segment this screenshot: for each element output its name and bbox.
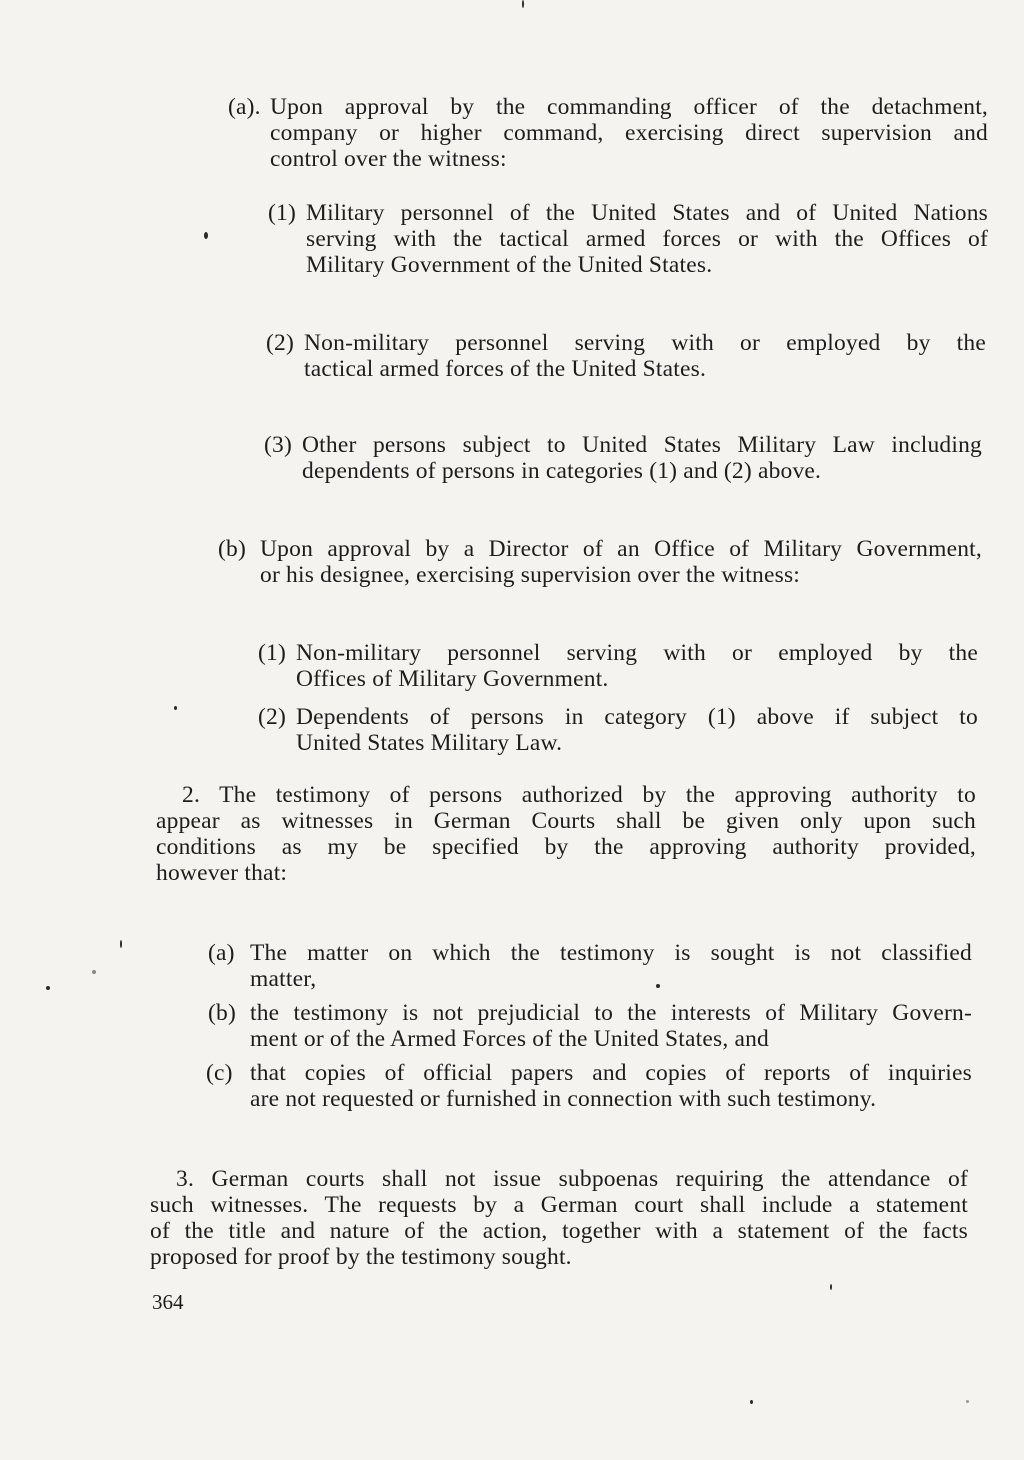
scan-speck — [750, 1400, 753, 1404]
scan-speck — [830, 1284, 832, 1290]
paragraph-line: 2. The testimony of persons authorized by the approving authority to — [182, 782, 976, 808]
item-line: Military Government of the United States. — [306, 252, 713, 278]
condition-a — [208, 940, 972, 992]
scan-speck — [46, 986, 50, 990]
scan-speck — [120, 940, 122, 948]
item-label: (c) — [206, 1060, 233, 1086]
item-line: ment or of the Armed Forces of the United States, and — [250, 1026, 769, 1052]
page-number: 364 — [152, 1290, 184, 1314]
item-label: (2) — [258, 704, 287, 730]
item-line: that copies of official papers and copies of reports of inquiries — [250, 1060, 972, 1086]
scan-speck — [522, 0, 524, 8]
clause-a-item-1 — [268, 200, 988, 278]
paragraph-line: proposed for proof by the testimony sought. — [150, 1244, 572, 1270]
item-line: are not requested or furnished in connection with such testimony. — [250, 1086, 877, 1112]
item-label: (1) — [268, 200, 297, 226]
clause-b-item-2 — [258, 704, 978, 756]
condition-c — [206, 1060, 972, 1112]
paragraph-line: appear as witnesses in German Courts shall be given only upon such — [156, 808, 976, 834]
clause-a-item-2 — [266, 330, 986, 382]
clause-b-item-1 — [258, 640, 978, 692]
clause-a-item-3 — [264, 432, 982, 484]
clause-b-line: or his designee, exercising supervision over the witness: — [260, 562, 801, 588]
clause-a-line: Upon approval by the commanding officer of the detachment, — [270, 94, 988, 120]
item-line: Other persons subject to United States Military Law including — [302, 432, 982, 458]
item-line: Offices of Military Government. — [296, 666, 609, 692]
scan-speck — [174, 706, 177, 710]
item-line: Non-military personnel serving with or employed by the — [304, 330, 986, 356]
clause-b-label: (b) — [218, 536, 247, 562]
item-line: Military personnel of the United States and of United Nations — [306, 200, 988, 226]
item-line: dependents of persons in categories (1) and (2) above. — [302, 458, 822, 484]
scan-speck — [656, 984, 660, 988]
item-line: matter, — [250, 966, 317, 992]
item-label: (b) — [208, 1000, 237, 1026]
clause-a-line: company or higher command, exercising direct supervision and — [270, 120, 988, 146]
scan-speck — [204, 232, 208, 239]
paragraph-line: conditions as my be specified by the approving authority provided, — [156, 834, 976, 860]
paragraph-line: such witnesses. The requests by a German court shall include a statement — [150, 1192, 968, 1218]
item-line: The matter on which the testimony is sought is not classified — [250, 940, 972, 966]
item-label: (a) — [208, 940, 235, 966]
item-label: (3) — [264, 432, 293, 458]
scan-speck — [966, 1400, 969, 1403]
condition-b — [208, 1000, 972, 1052]
item-label: (2) — [266, 330, 295, 356]
item-line: Non-military personnel serving with or employed by the — [296, 640, 978, 666]
paragraph-line: however that: — [156, 860, 288, 886]
paragraph-line: of the title and nature of the action, together with a statement of the facts — [150, 1218, 968, 1244]
item-label: (1) — [258, 640, 287, 666]
clause-a-line: control over the witness: — [270, 146, 507, 172]
item-line: tactical armed forces of the United States. — [304, 356, 707, 382]
item-line: the testimony is not prejudicial to the interests of Military Govern- — [250, 1000, 972, 1026]
item-line: United States Military Law. — [296, 730, 563, 756]
clause-b — [218, 536, 982, 588]
scan-speck — [92, 970, 96, 974]
paragraph-2 — [156, 782, 976, 886]
item-line: serving with the tactical armed forces or with the Offices of — [306, 226, 988, 252]
item-line: Dependents of persons in category (1) above if subject to — [296, 704, 978, 730]
paragraph-line: 3. German courts shall not issue subpoenas requiring the attendance of — [176, 1166, 968, 1192]
clause-b-line: Upon approval by a Director of an Office of Military Government, — [260, 536, 982, 562]
clause-a — [228, 94, 988, 172]
clause-a-label: (a). — [228, 94, 261, 120]
paragraph-3 — [150, 1166, 968, 1270]
